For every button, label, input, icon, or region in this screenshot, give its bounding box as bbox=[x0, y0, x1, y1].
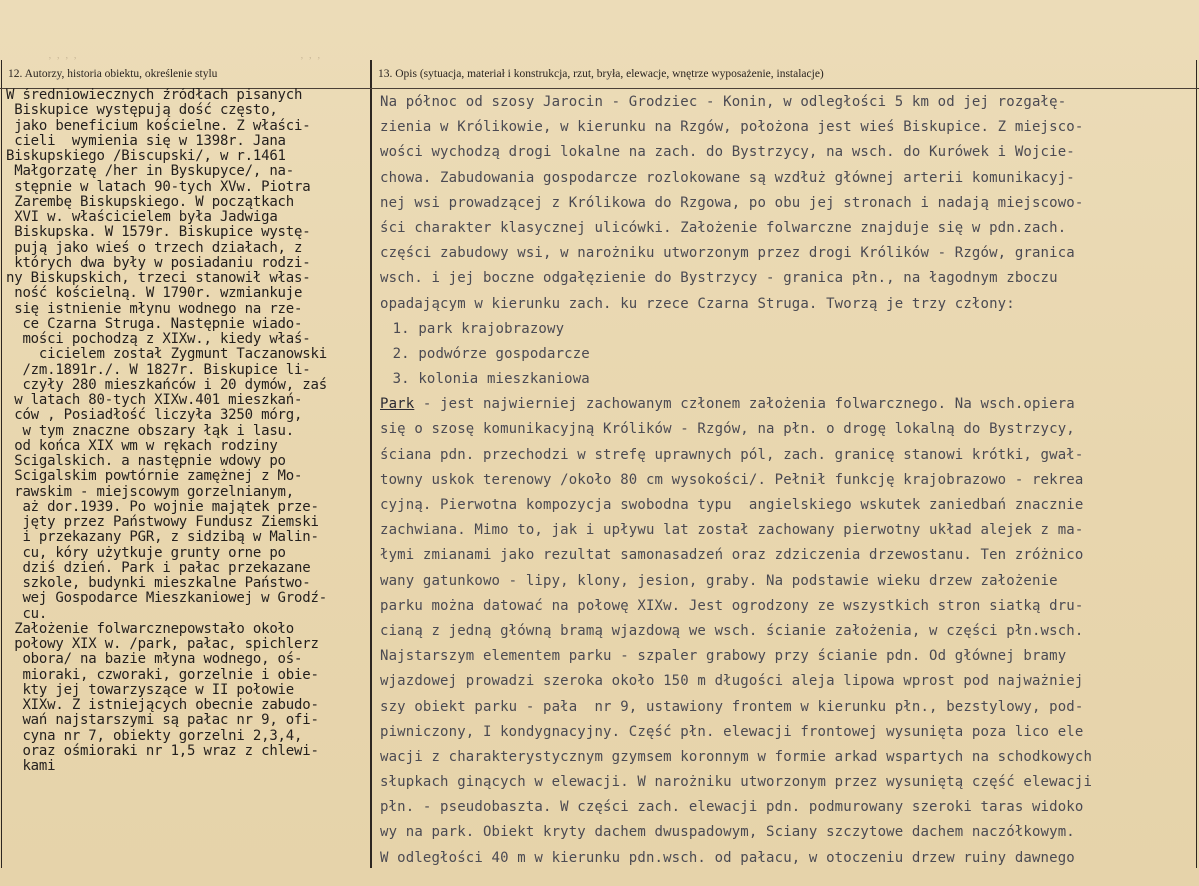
history-line: kty jej towarzyszące w II połowie bbox=[6, 681, 295, 698]
description-text: cyjną. Pierwotna kompozycja swobodna typu angielskiego wskutek zaniedbań znacznie bbox=[380, 497, 1084, 513]
description-line bbox=[372, 644, 1196, 669]
description-text: wy na park. Obiekt kryty dachem dwuspadowym, Sciany szczytowe dachem naczółkowym. bbox=[380, 824, 1075, 841]
description-text: parku można datować na połowę XIXw. Jest ogrodzony ze wszystkich stron siatką dru- bbox=[380, 597, 1084, 614]
description-line bbox=[372, 795, 1196, 820]
description-line bbox=[372, 695, 1196, 720]
history-line: kami bbox=[6, 758, 56, 774]
history-line: czyły 280 mieszkańców i 20 dymów, zaś bbox=[6, 376, 327, 393]
description-line bbox=[372, 569, 1196, 594]
description-text: chowa. Zabudowania gospodarcze rozlokowane są wzdłuż głównej arterii komunikacyj- bbox=[380, 169, 1075, 186]
description-line bbox=[372, 367, 1196, 392]
description-line bbox=[372, 820, 1196, 845]
description-line bbox=[372, 115, 1196, 140]
description-text: płn. - pseudobaszta. W części zach. elewacji pdn. podmurowany szeroki taras widoko bbox=[380, 799, 1084, 816]
description-line bbox=[372, 292, 1196, 317]
description-text: piwniczony, I kondygnacyjny. Część płn. elewacji frontowej wysunięta poza lico ele bbox=[380, 723, 1084, 740]
history-line: Biskupice występują dość często, bbox=[6, 102, 278, 119]
section-13-header: 13. Opis (sytuacja, materiał i konstrukcja, rzut, bryła, elewacje, wnętrze wyposażenie, instalacje) bbox=[378, 68, 824, 80]
description-text: wacji z charakterystycznym gzymsem koronnym w formie arkad wspartych na schodkowych bbox=[380, 748, 1093, 765]
description-text: nej wsi prowadzącej z Królikowa do Rzgowa, po obu jej stronach i nadają miejscowo- bbox=[380, 194, 1084, 211]
park-heading: Park bbox=[380, 396, 415, 413]
description-text: 2. podwórze gospodarcze bbox=[384, 345, 590, 362]
history-line: ność kościelną. W 1790r. wzmiankuje bbox=[6, 285, 303, 302]
description-text: zachwiana. Mimo to, jak i upływu lat został zachowany pierwotny układ alejek z ma- bbox=[380, 522, 1084, 539]
history-line: wań najstarszymi są pałac nr 9, ofi- bbox=[6, 712, 319, 729]
description-line bbox=[372, 417, 1196, 442]
description-text: Najstarszym elementem parku - szpaler grabowy przy ścianie pdn. Od głównej bramy bbox=[380, 648, 1067, 665]
description-text: towny uskok terenowy /około 80 cm wysokości/. Pełnił funkcję krajobrazowo - rekrea bbox=[380, 471, 1084, 488]
history-line: cu. bbox=[6, 605, 48, 622]
history-line: obora/ na bazie młyna wodnego, oś- bbox=[6, 651, 303, 668]
history-line: ce Czarna Struga. Następnie wiado- bbox=[6, 315, 303, 332]
history-column bbox=[6, 88, 368, 878]
faint-stamp-mark: ʼ ʼ ʼ bbox=[300, 55, 322, 67]
description-line bbox=[372, 392, 1196, 417]
history-line: pują jako wieś o trzech działach, z bbox=[6, 239, 303, 256]
description-text: ści charakter klasycznej ulicówki. Założenie folwarczne znajduje się w pdn.zach. bbox=[380, 219, 1067, 236]
history-line: w latach 80-tych XIXw.401 mieszkań- bbox=[6, 392, 303, 408]
history-line: wej Gospodarce Mieszkaniowej w Grodź- bbox=[6, 590, 327, 607]
description-text: W odległości 40 m w kierunku pdn.wsch. od pałacu, w otoczeniu drzew ruiny dawnego bbox=[380, 849, 1075, 866]
history-line: stępnie w latach 90-tych XVw. Piotra bbox=[6, 178, 311, 195]
history-line: Założenie folwarcznepowstało około bbox=[6, 620, 295, 637]
description-line bbox=[372, 720, 1196, 745]
history-line: W średniowiecznych źródłach pisanych bbox=[6, 88, 303, 103]
description-line bbox=[372, 342, 1196, 367]
description-line bbox=[372, 443, 1196, 468]
history-line: Małgorzatę /her in Byskupyce/, na- bbox=[6, 163, 295, 180]
description-line bbox=[372, 846, 1196, 871]
section-12-header: 12. Autorzy, historia obiektu, określenie stylu bbox=[8, 68, 218, 80]
description-line bbox=[372, 266, 1196, 291]
description-line bbox=[372, 745, 1196, 770]
history-line: połowy XIX w. /park, pałac, spichlerz bbox=[6, 636, 319, 652]
description-line bbox=[372, 770, 1196, 795]
description-column bbox=[372, 90, 1196, 886]
description-line bbox=[372, 543, 1196, 568]
description-text: się o szosę komunikacyjną Królików - Rzgów, na płn. o drogę lokalną do Bystrzycy, bbox=[380, 421, 1075, 438]
description-line bbox=[372, 468, 1196, 493]
history-line: rawskim - miejscowym gorzelnianym, bbox=[6, 483, 295, 500]
history-line: w tym znaczne obszary łąk i lasu. bbox=[6, 422, 295, 439]
history-line: cu, kóry użytkuje grunty orne po bbox=[6, 544, 286, 561]
description-text: części zabudowy wsi, w narożniku utworzonym przez drogi Królików - Rzgów, granica bbox=[380, 245, 1075, 262]
left-border bbox=[1, 60, 2, 868]
history-line: aż dor.1939. Po wojnie majątek prze- bbox=[6, 498, 319, 515]
history-line: cieli wymienia się w 1398r. Jana bbox=[6, 132, 286, 149]
history-line: się istnienie młynu wodnego na rze- bbox=[6, 300, 303, 317]
description-line bbox=[372, 191, 1196, 216]
history-line: których dwa były w posiadaniu rodzi- bbox=[6, 254, 311, 271]
history-line: cyna nr 7, obiekty gorzelni 2,3,4, bbox=[6, 727, 303, 744]
history-line: jako beneficium kościelne. Z właści- bbox=[6, 117, 311, 134]
description-line bbox=[372, 619, 1196, 644]
history-line: od końca XIX wm w rękach rodziny bbox=[6, 437, 278, 454]
description-text: wości wychodzą drogi lokalne na zach. do Bystrzycy, na wsch. do Kurówek i Wojcie- bbox=[380, 144, 1075, 161]
history-line: dziś dzień. Park i pałac przekazane bbox=[6, 559, 311, 576]
history-line: XIXw. Z istniejących obecnie zabudo- bbox=[6, 697, 319, 713]
description-text: 3. kolonia mieszkaniowa bbox=[384, 371, 590, 388]
history-line: Biskupskiego /Biscupski/, w r.1461 bbox=[6, 148, 286, 164]
history-line: Zarembę Biskupskiego. W początkach bbox=[6, 193, 295, 210]
history-line: i przekazany PGR, z sidzibą w Malin- bbox=[6, 529, 319, 546]
description-text: łymi zmianami jako rezultat samonasadzeń oraz zdziczenia drzewostanu. Ten zróżnico bbox=[380, 547, 1084, 564]
history-line: ców , Posiadłość liczyła 3250 mórg, bbox=[6, 407, 303, 424]
description-text: 1. park krajobrazowy bbox=[384, 320, 565, 337]
history-line: cicielem został Zygmunt Taczanowski bbox=[6, 346, 327, 363]
description-line bbox=[372, 216, 1196, 241]
history-line: Biskupska. W 1579r. Biskupice wystę- bbox=[6, 224, 311, 241]
description-text: wsch. i jej boczne odgałęzienie do Bystrzycy - granica płn., na łagodnym zboczu bbox=[380, 270, 1058, 287]
description-line bbox=[372, 669, 1196, 694]
description-text: zienia w Królikowie, w kierunku na Rzgów, położona jest wieś Biskupice. Z miejsco- bbox=[380, 119, 1084, 136]
description-line bbox=[372, 493, 1196, 518]
description-text: Na północ od szosy Jarocin - Grodziec - Konin, w odległości 5 km od jej rozgałę- bbox=[380, 94, 1067, 110]
description-text: opadającym w kierunku zach. ku rzece Czarna Struga. Tworzą je trzy człony: bbox=[380, 295, 1015, 312]
description-text: cianą z jedną główną bramą wjazdową we wsch. ścianie założenia, w części płn.wsch. bbox=[380, 622, 1084, 639]
description-text: wjazdowej prowadzi szeroka około 150 m długości aleja lipowa wprost pod najważniej bbox=[380, 673, 1084, 690]
description-text: ściana pdn. przechodzi w strefę uprawnych pól, zach. granicę stanowi krótki, gwał- bbox=[380, 446, 1084, 463]
description-line bbox=[372, 241, 1196, 266]
description-line bbox=[372, 90, 1196, 115]
history-line: /zm.1891r./. W 1827r. Biskupice li- bbox=[6, 361, 311, 378]
description-text: szy obiekt parku - pała nr 9, ustawiony frontem w kierunku płn., bezstylowy, pod- bbox=[380, 698, 1084, 715]
history-line: XVI w. właścicielem była Jadwiga bbox=[6, 209, 278, 225]
history-line: szkole, budynki mieszkalne Państwo- bbox=[6, 575, 311, 591]
history-line: oraz ośmioraki nr 1,5 wraz z chlewi- bbox=[6, 742, 319, 759]
description-line bbox=[372, 317, 1196, 342]
right-border bbox=[1196, 60, 1197, 868]
description-line bbox=[372, 166, 1196, 191]
description-text: słupkach ginących w elewacji. W narożniku utworzonym przez wysuniętą część elewacji bbox=[380, 774, 1093, 791]
history-line: mioraki, czworaki, gorzelnie i obie- bbox=[6, 666, 319, 683]
history-line: Scigalskich. a następnie wdowy po bbox=[6, 453, 286, 469]
description-text: - jest najwierniej zachowanym członem założenia folwarcznego. Na wsch.opiera bbox=[414, 396, 1075, 413]
description-line bbox=[372, 594, 1196, 619]
history-line: ny Biskupskich, trzeci stanowił włas- bbox=[6, 270, 311, 286]
history-line: Scigalskim powtórnie zamężnej z Mo- bbox=[6, 468, 303, 485]
history-line: mości pochodzą z XIXw., kiedy właś- bbox=[6, 331, 311, 347]
description-line bbox=[372, 140, 1196, 165]
description-line bbox=[372, 518, 1196, 543]
faint-stamp-mark: ʼ ʼ ʼ ʼ bbox=[48, 55, 78, 67]
description-text: wany gatunkowo - lipy, klony, jesion, graby. Na podstawie wieku drzew założenie bbox=[380, 572, 1058, 589]
history-line: jęty przez Państwowy Fundusz Ziemski bbox=[6, 514, 319, 530]
